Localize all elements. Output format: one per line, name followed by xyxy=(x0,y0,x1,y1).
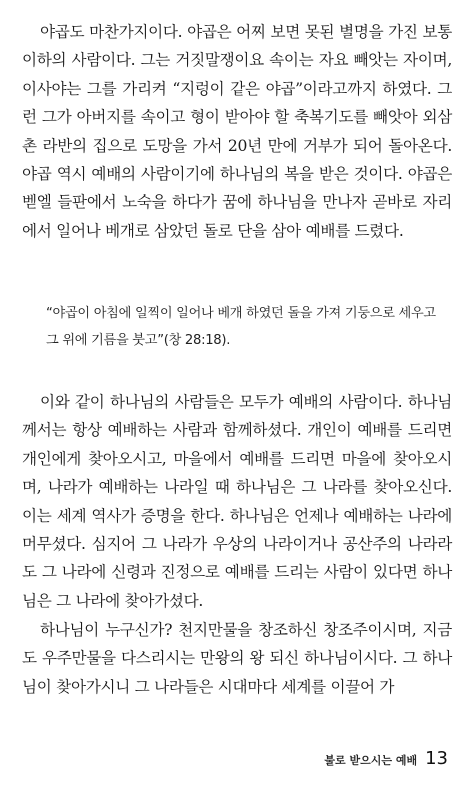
paragraph-2: 이와 같이 하나님의 사람들은 모두가 예배의 사람이다. 하나님께서는 항상 예배하는 사람과 함께하셨다. 개인이 예배를 드리면 개인에게 찾아오시고, 마을에서 예배를 드리면 마을에 찾아오시며, 나라가 예배하는 나라일 때 하나님은 그 나라를 찾아오신다. 이는 세계 역사가 증명을 한다. 하나님은 언제나 예배하는 나라에 머무셨다. 심지어 그 나라가 우상의 나라이거나 공산주의 나라라도 그 나라에 신령과 진정으로 예배를 드리는 사람이 있다면 하나님은 그 나라에 찾아가셨다. xyxy=(22,393,452,610)
page-number: 13 xyxy=(425,748,448,769)
paragraph-3: 하나님이 누구신가? 천지만물을 창조하신 창조주이시며, 지금도 우주만물을 다스리시는 만왕의 왕 되신 하나님이시다. 그 하나님이 찾아가시니 그 나라들은 시대마다 세계를 이끌어 가 xyxy=(22,621,452,696)
paragraph-1: 야곱도 마찬가지이다. 야곱은 어찌 보면 못된 별명을 가진 보통 이하의 사람이다. 그는 거짓말쟁이요 속이는 자요 빼앗는 자이며, 이사야는 그를 가리켜 “지렁이 같은 야곱”이라고까지 하였다. 그런 그가 아버지를 속이고 형이 받아야 할 축복기도를 빼앗아 외삼촌 라반의 집으로 도망을 가서 20년 만에 거부가 되어 돌아온다. 야곱 역시 예배의 사람이기에 하나님의 복을 받은 것이다. 야곱은 벧엘 들판에서 노숙을 하다가 꿈에 하나님을 만나자 곧바로 자리에서 일어나 베개로 삼았던 돌로 단을 삼아 예배를 드렸다. xyxy=(22,23,452,240)
running-title: 불로 받으시는 예배 xyxy=(324,754,418,767)
scripture-quote: “야곱이 아침에 일찍이 일어나 베개 하였던 돌을 가져 기둥으로 세우고 그 위에 기름을 붓고”(창 28:18). xyxy=(46,306,436,348)
page-footer xyxy=(324,748,448,769)
